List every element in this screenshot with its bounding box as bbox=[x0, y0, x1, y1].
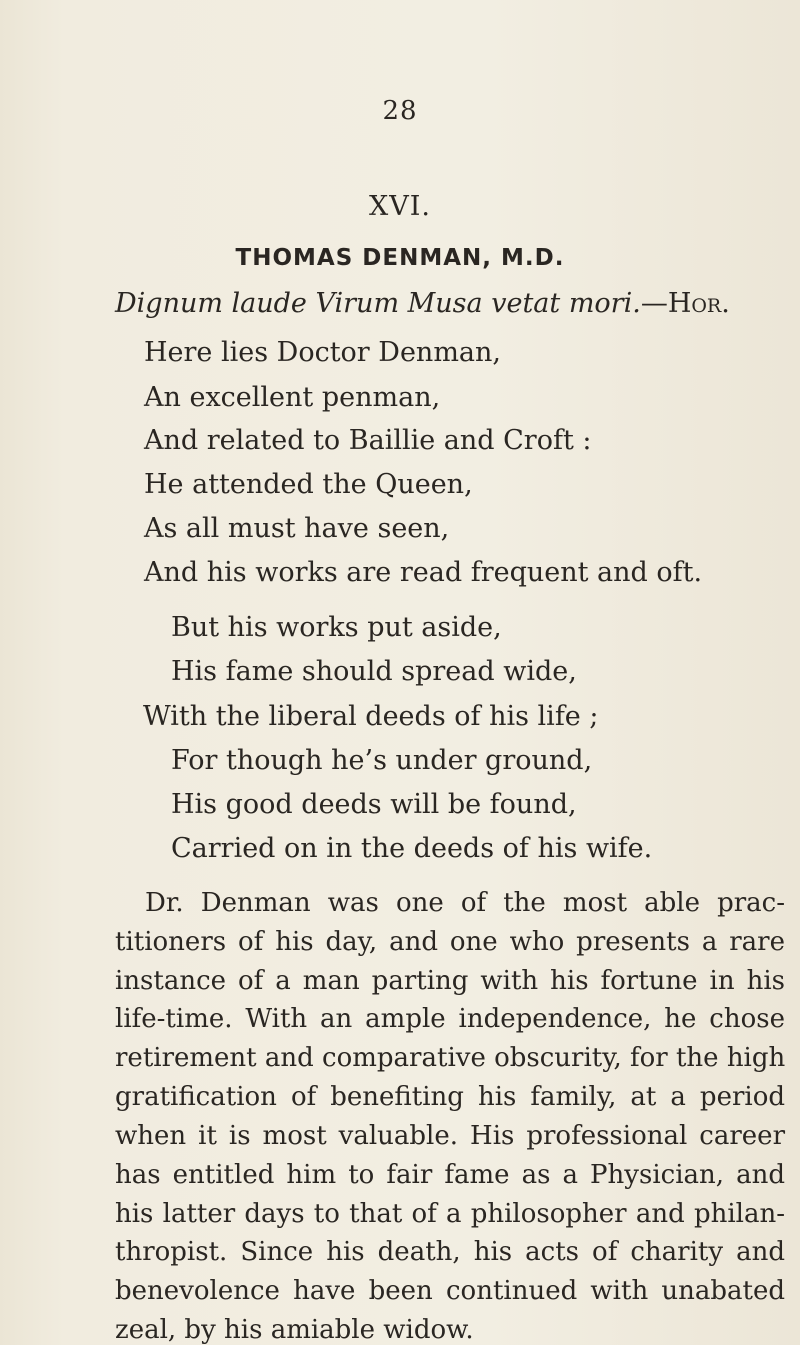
chapter-number: XVI. bbox=[369, 191, 431, 222]
poem-line: His fame should spread wide, bbox=[171, 656, 577, 687]
chapter-subject: THOMAS DENMAN, M.D. bbox=[235, 245, 565, 271]
poem-line: And related to Baillie and Croft : bbox=[144, 425, 592, 456]
poem-line: But his works put aside, bbox=[171, 612, 502, 643]
poem-line: Here lies Doctor Denman, bbox=[144, 337, 501, 368]
prose-line: retirement and comparative obscurity, for the high bbox=[115, 1043, 786, 1073]
poem-line: For though he’s under ground, bbox=[171, 745, 593, 776]
page-number: 28 bbox=[382, 96, 418, 126]
prose-line: when it is most valuable. His professional career bbox=[115, 1121, 785, 1151]
poem-line: An excellent penman, bbox=[144, 382, 441, 413]
poem-line: Carried on in the deeds of his wife. bbox=[171, 833, 653, 864]
prose-line: zeal, by his amiable widow. bbox=[115, 1315, 474, 1345]
poem-line: And his works are read frequent and oft. bbox=[144, 557, 703, 588]
prose-line: titioners of his day, and one who presents a rare bbox=[115, 927, 785, 957]
prose-line: gratification of benefiting his family, at a period bbox=[115, 1082, 785, 1112]
prose-line: life-time. With an ample independence, he chose bbox=[115, 1004, 785, 1034]
prose-line: has entitled him to fair fame as a Physician, and bbox=[115, 1160, 785, 1190]
poem-line: He attended the Queen, bbox=[144, 469, 473, 500]
prose-line: benevolence have been continued with unabated bbox=[115, 1276, 785, 1306]
epigraph-dash: — bbox=[640, 288, 668, 319]
poem-line: With the liberal deeds of his life ; bbox=[143, 701, 599, 732]
epigraph bbox=[115, 288, 775, 319]
prose-line: Dr. Denman was one of the most able prac- bbox=[145, 888, 785, 918]
prose-line: his latter days to that of a philosopher and philan- bbox=[115, 1199, 785, 1229]
prose-line: thropist. Since his death, his acts of charity and bbox=[115, 1237, 785, 1267]
epigraph-quote: Dignum laude Virum Musa vetat mori. bbox=[115, 288, 641, 319]
poem-line: As all must have seen, bbox=[144, 513, 450, 544]
epigraph-author: Hor. bbox=[667, 288, 730, 319]
poem-line: His good deeds will be found, bbox=[171, 789, 577, 820]
prose-line: instance of a man parting with his fortune in his bbox=[115, 966, 785, 996]
